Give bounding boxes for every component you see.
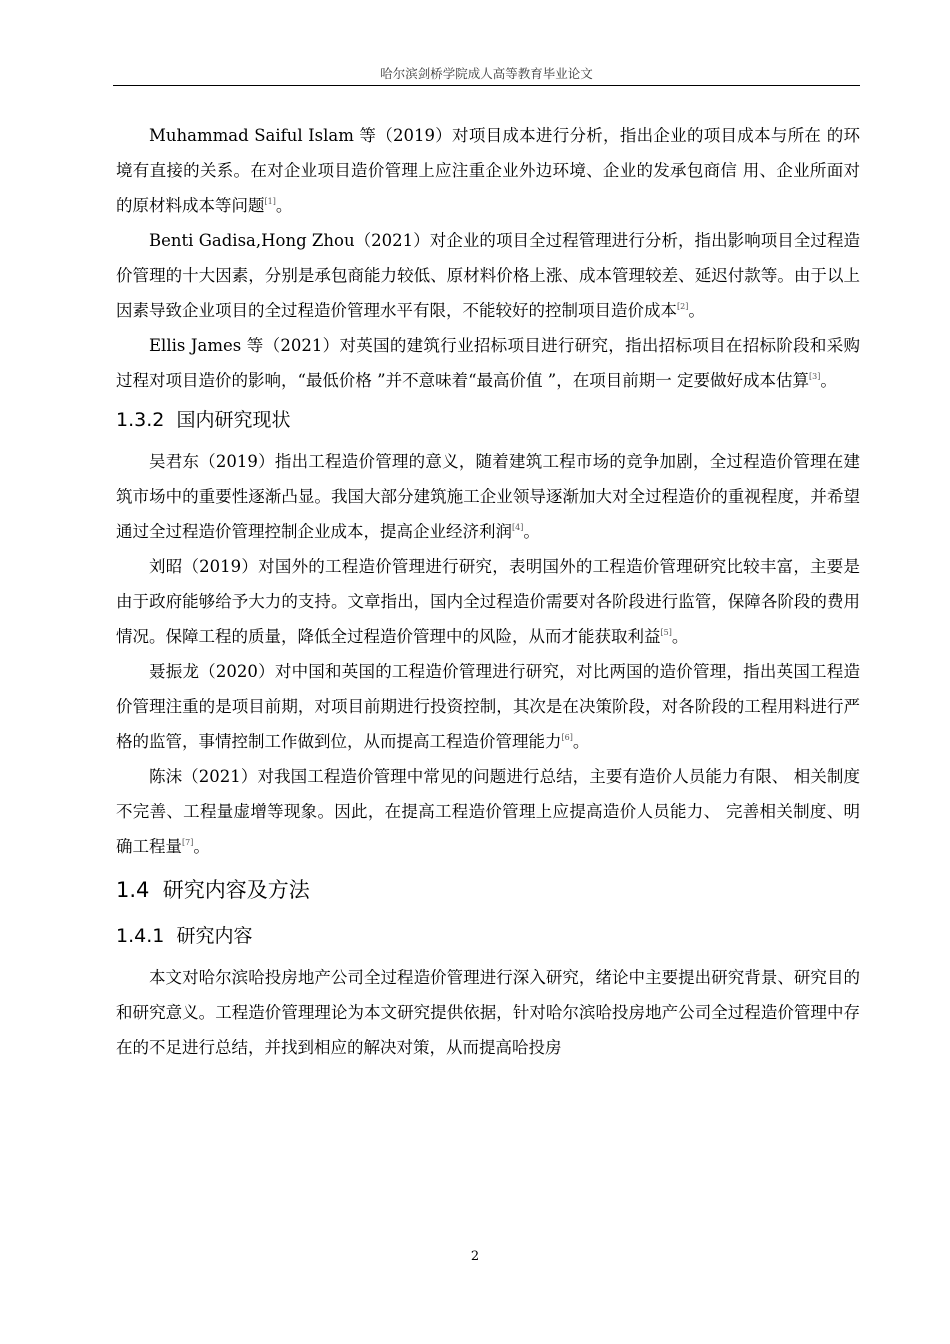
section-title: 研究内容 xyxy=(176,925,253,947)
section-number: 1.3.2 xyxy=(116,409,165,431)
citation-mark: [7] xyxy=(182,838,194,847)
paragraph: 本文对哈尔滨哈投房地产公司全过程造价管理进行深入研究，绪论中主要提出研究背景、研究目的和研究意义。工程造价管理理论为本文研究提供依据，针对哈尔滨哈投房地产公司全过程造价管理中存在的不足进行总结，并找到相应的解决对策，从而提高哈投房 xyxy=(116,968,860,1057)
section-number: 1.4.1 xyxy=(116,925,165,947)
paragraph: Muhammad Saiful Islam 等（2019）对项目成本进行分析，指出企业的项目成本与所在 的环境有直接的关系。在对企业项目造价管理上应注重企业外边环境、企业的发承包商信 用、企业所面对的原材料成本等问题[1]。 xyxy=(116,126,860,215)
section-title: 研究内容及方法 xyxy=(162,878,310,902)
paragraph: Benti Gadisa,Hong Zhou（2021）对企业的项目全过程管理进行分析，指出影响项目全过程造价管理的十大因素，分别是承包商能力较低、原材料价格上涨、成本管理较差、延迟付款等。由于以上因素导致企业项目的全过程造价管理水平有限，不能较好的控制项目造价成本[2]。 xyxy=(116,231,860,320)
paragraph: 陈沫（2021）对我国工程造价管理中常见的问题进行总结，主要有造价人员能力有限、 相关制度不完善、工程量虚增等现象。因此，在提高工程造价管理上应提高造价人员能力、 完善相关制度、明确工程量[7]。 xyxy=(116,767,860,856)
paragraph: 聂振龙（2020）对中国和英国的工程造价管理进行研究，对比两国的造价管理，指出英国工程造价管理注重的是项目前期，对项目前期进行投资控制，其次是在决策阶段，对各阶段的工程用料进行严格的监管，事情控制工作做到位，从而提高工程造价管理能力[6]。 xyxy=(116,662,860,751)
citation-mark: [2] xyxy=(677,302,689,311)
citation-mark: [4] xyxy=(512,523,524,532)
body-content xyxy=(116,118,860,1065)
section-number: 1.4 xyxy=(116,878,150,902)
citation-mark: [3] xyxy=(808,372,821,381)
paragraph: 刘昭（2019）对国外的工程造价管理进行研究，表明国外的工程造价管理研究比较丰富，主要是由于政府能够给予大力的支持。文章指出，国内全过程造价需要对各阶段进行监管，保障各阶段的费用情况。保障工程的质量，降低全过程造价管理中的风险，从而才能获取利益[5]。 xyxy=(116,557,860,646)
citation-mark: [5] xyxy=(660,628,672,637)
citation-mark: [1] xyxy=(264,197,276,206)
section-heading xyxy=(116,916,860,956)
citation-mark: [6] xyxy=(561,733,573,742)
paragraph: 吴君东（2019）指出工程造价管理的意义，随着建筑工程市场的竞争加剧，全过程造价管理在建筑市场中的重要性逐渐凸显。我国大部分建筑施工企业领导逐渐加大对全过程造价的重视程度，并希望通过全过程造价管理控制企业成本，提高企业经济利润[4]。 xyxy=(116,452,860,541)
section-title: 国内研究现状 xyxy=(176,409,291,431)
page-number: 2 xyxy=(470,1249,480,1264)
paragraph: Ellis James 等（2021）对英国的建筑行业招标项目进行研究，指出招标项目在招标阶段和采购过程对项目造价的影响，“最低价格 ”并不意味着“最高价值 ”，在项目前期一 定要做好成本估算[3]。 xyxy=(116,336,860,390)
running-header: 哈尔滨剑桥学院成人高等教育毕业论文 xyxy=(380,66,593,81)
section-heading xyxy=(116,400,860,440)
chapter-section-heading xyxy=(116,868,860,912)
header-rule xyxy=(113,85,860,86)
